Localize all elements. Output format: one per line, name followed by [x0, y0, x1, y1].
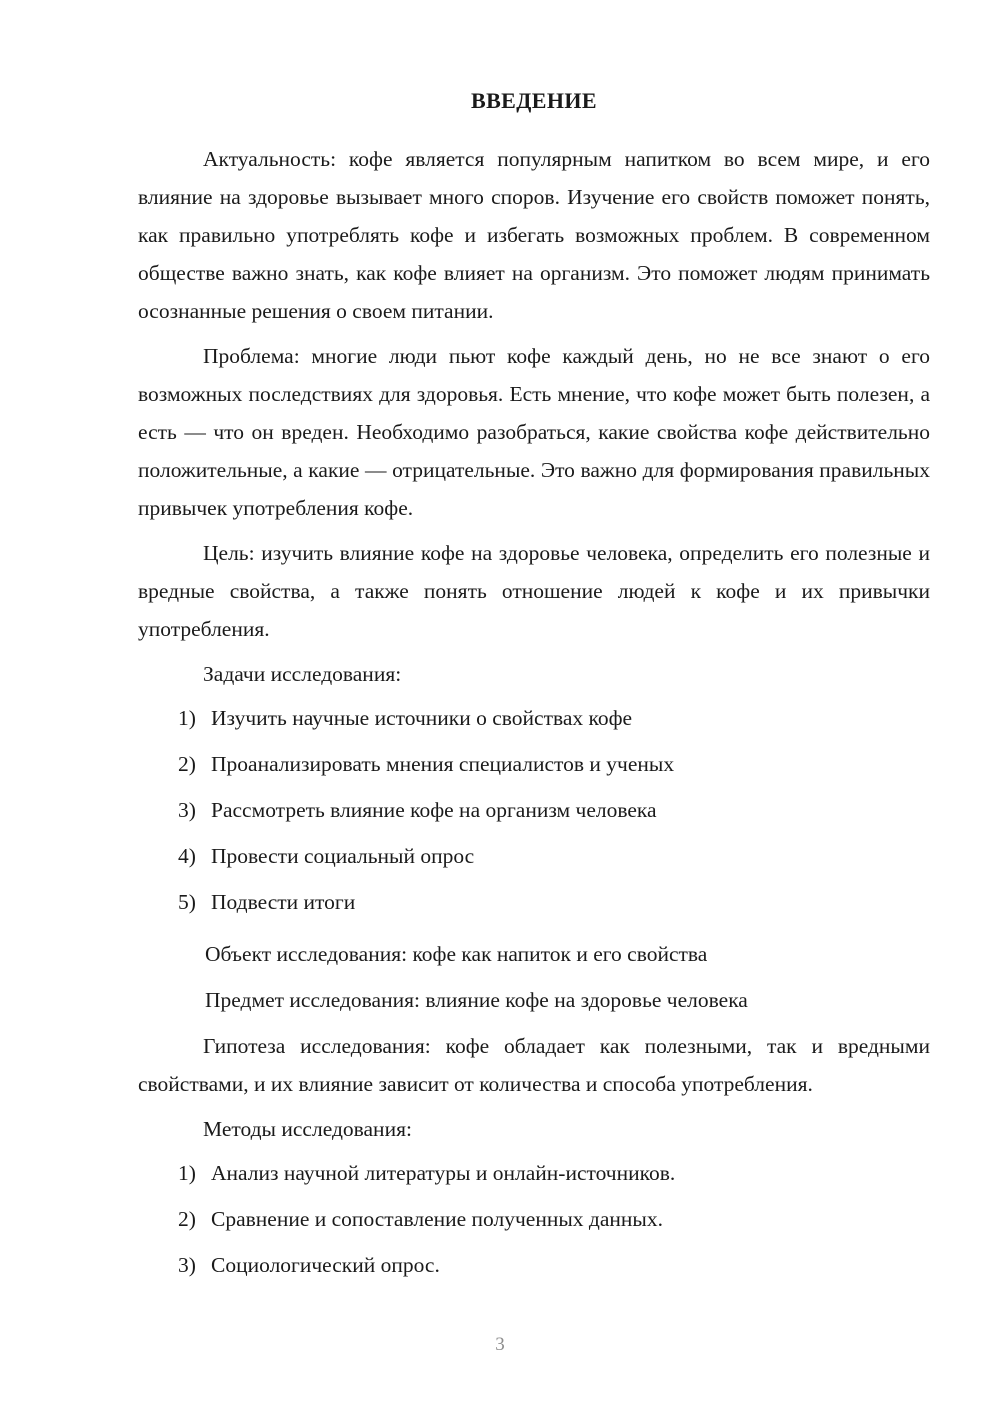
list-item-text: Подвести итоги: [211, 890, 356, 915]
list-item: [138, 791, 930, 829]
list-marker: 2): [178, 752, 196, 777]
subject-of-research-line: Предмет исследования: влияние кофе на здоровье человека: [205, 988, 748, 1013]
methods-list: [138, 1154, 930, 1284]
list-item: [138, 837, 930, 875]
document-body: [138, 88, 930, 1292]
list-item: [138, 699, 930, 737]
list-marker: 3): [178, 1253, 196, 1278]
paragraph-problem: Проблема: многие люди пьют кофе каждый день, но не все знают о его возможных последствиях для здоровья. Есть мнение, что кофе может быть полезен, а есть — что он вреден. Необходимо разобраться, какие свойства кофе действительно положительные, а какие — отрицательные. Это важно для формирования правильных привычек употребления кофе.: [138, 344, 930, 521]
list-item-text: Проанализировать мнения специалистов и ученых: [211, 752, 675, 777]
list-item-text: Изучить научные источники о свойствах кофе: [211, 706, 633, 731]
list-item-text: Провести социальный опрос: [211, 844, 475, 869]
list-marker: 5): [178, 890, 196, 915]
list-item-text: Сравнение и сопоставление полученных данных.: [211, 1207, 663, 1232]
list-item: [138, 883, 930, 921]
object-of-research-line: Объект исследования: кофе как напиток и его свойства: [205, 942, 708, 967]
page-number: 3: [495, 1334, 505, 1355]
paragraph-hypothesis: Гипотеза исследования: кофе обладает как полезными, так и вредными свойствами, и их влияние зависит от количества и способа употребления.: [138, 1034, 930, 1097]
tasks-list: [138, 699, 930, 921]
list-item: [138, 1246, 930, 1284]
list-item: [138, 1154, 930, 1192]
list-item-text: Анализ научной литературы и онлайн-источников.: [211, 1161, 676, 1186]
list-marker: 1): [178, 706, 196, 731]
list-item: [138, 1200, 930, 1238]
list-marker: 2): [178, 1207, 196, 1232]
paragraph-relevance: Актуальность: кофе является популярным напитком во всем мире, и его влияние на здоровье вызывает много споров. Изучение его свойств поможет понять, как правильно употреблять кофе и избегать возможных проблем. В современном обществе важно знать, как кофе влияет на организм. Это поможет людям принимать осознанные решения о своем питании.: [138, 147, 930, 324]
page-title: ВВЕДЕНИЕ: [471, 88, 597, 113]
methods-label: Методы исследования:: [203, 1117, 412, 1142]
list-item-text: Социологический опрос.: [211, 1253, 440, 1278]
list-marker: 1): [178, 1161, 196, 1186]
list-marker: 4): [178, 844, 196, 869]
list-marker: 3): [178, 798, 196, 823]
list-item-text: Рассмотреть влияние кофе на организм человека: [211, 798, 657, 823]
tasks-label: Задачи исследования:: [203, 662, 402, 687]
list-item: [138, 745, 930, 783]
paragraph-goal: Цель: изучить влияние кофе на здоровье человека, определить его полезные и вредные свойства, а также понять отношение людей к кофе и их привычки употребления.: [138, 541, 930, 642]
